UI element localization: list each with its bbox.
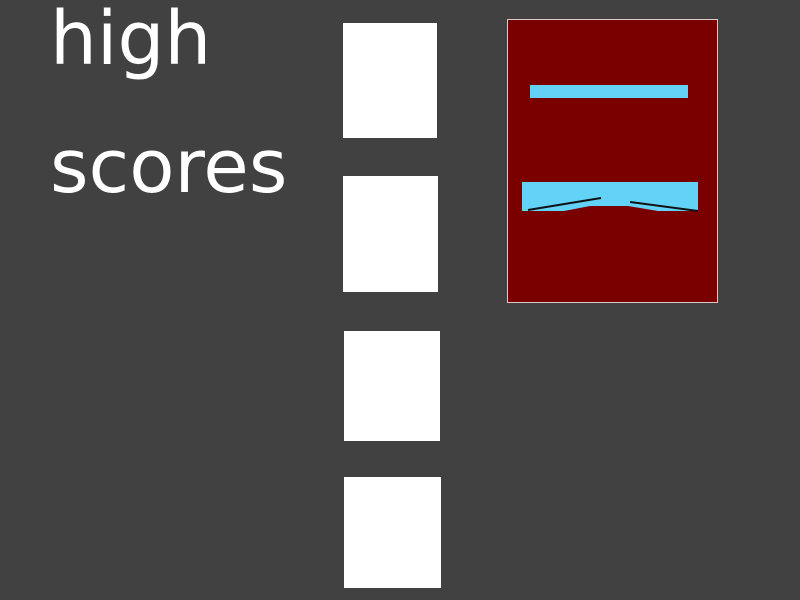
- preview-art: [508, 20, 719, 304]
- title-line-high: high: [50, 0, 212, 82]
- title-line-scores: scores: [50, 124, 288, 210]
- score-slot-2[interactable]: [343, 176, 438, 292]
- score-slot-4[interactable]: [344, 477, 441, 588]
- preview-panel: [507, 19, 718, 303]
- score-slot-1[interactable]: [343, 23, 437, 138]
- score-slot-3[interactable]: [344, 331, 440, 441]
- preview-top-bar: [530, 85, 688, 98]
